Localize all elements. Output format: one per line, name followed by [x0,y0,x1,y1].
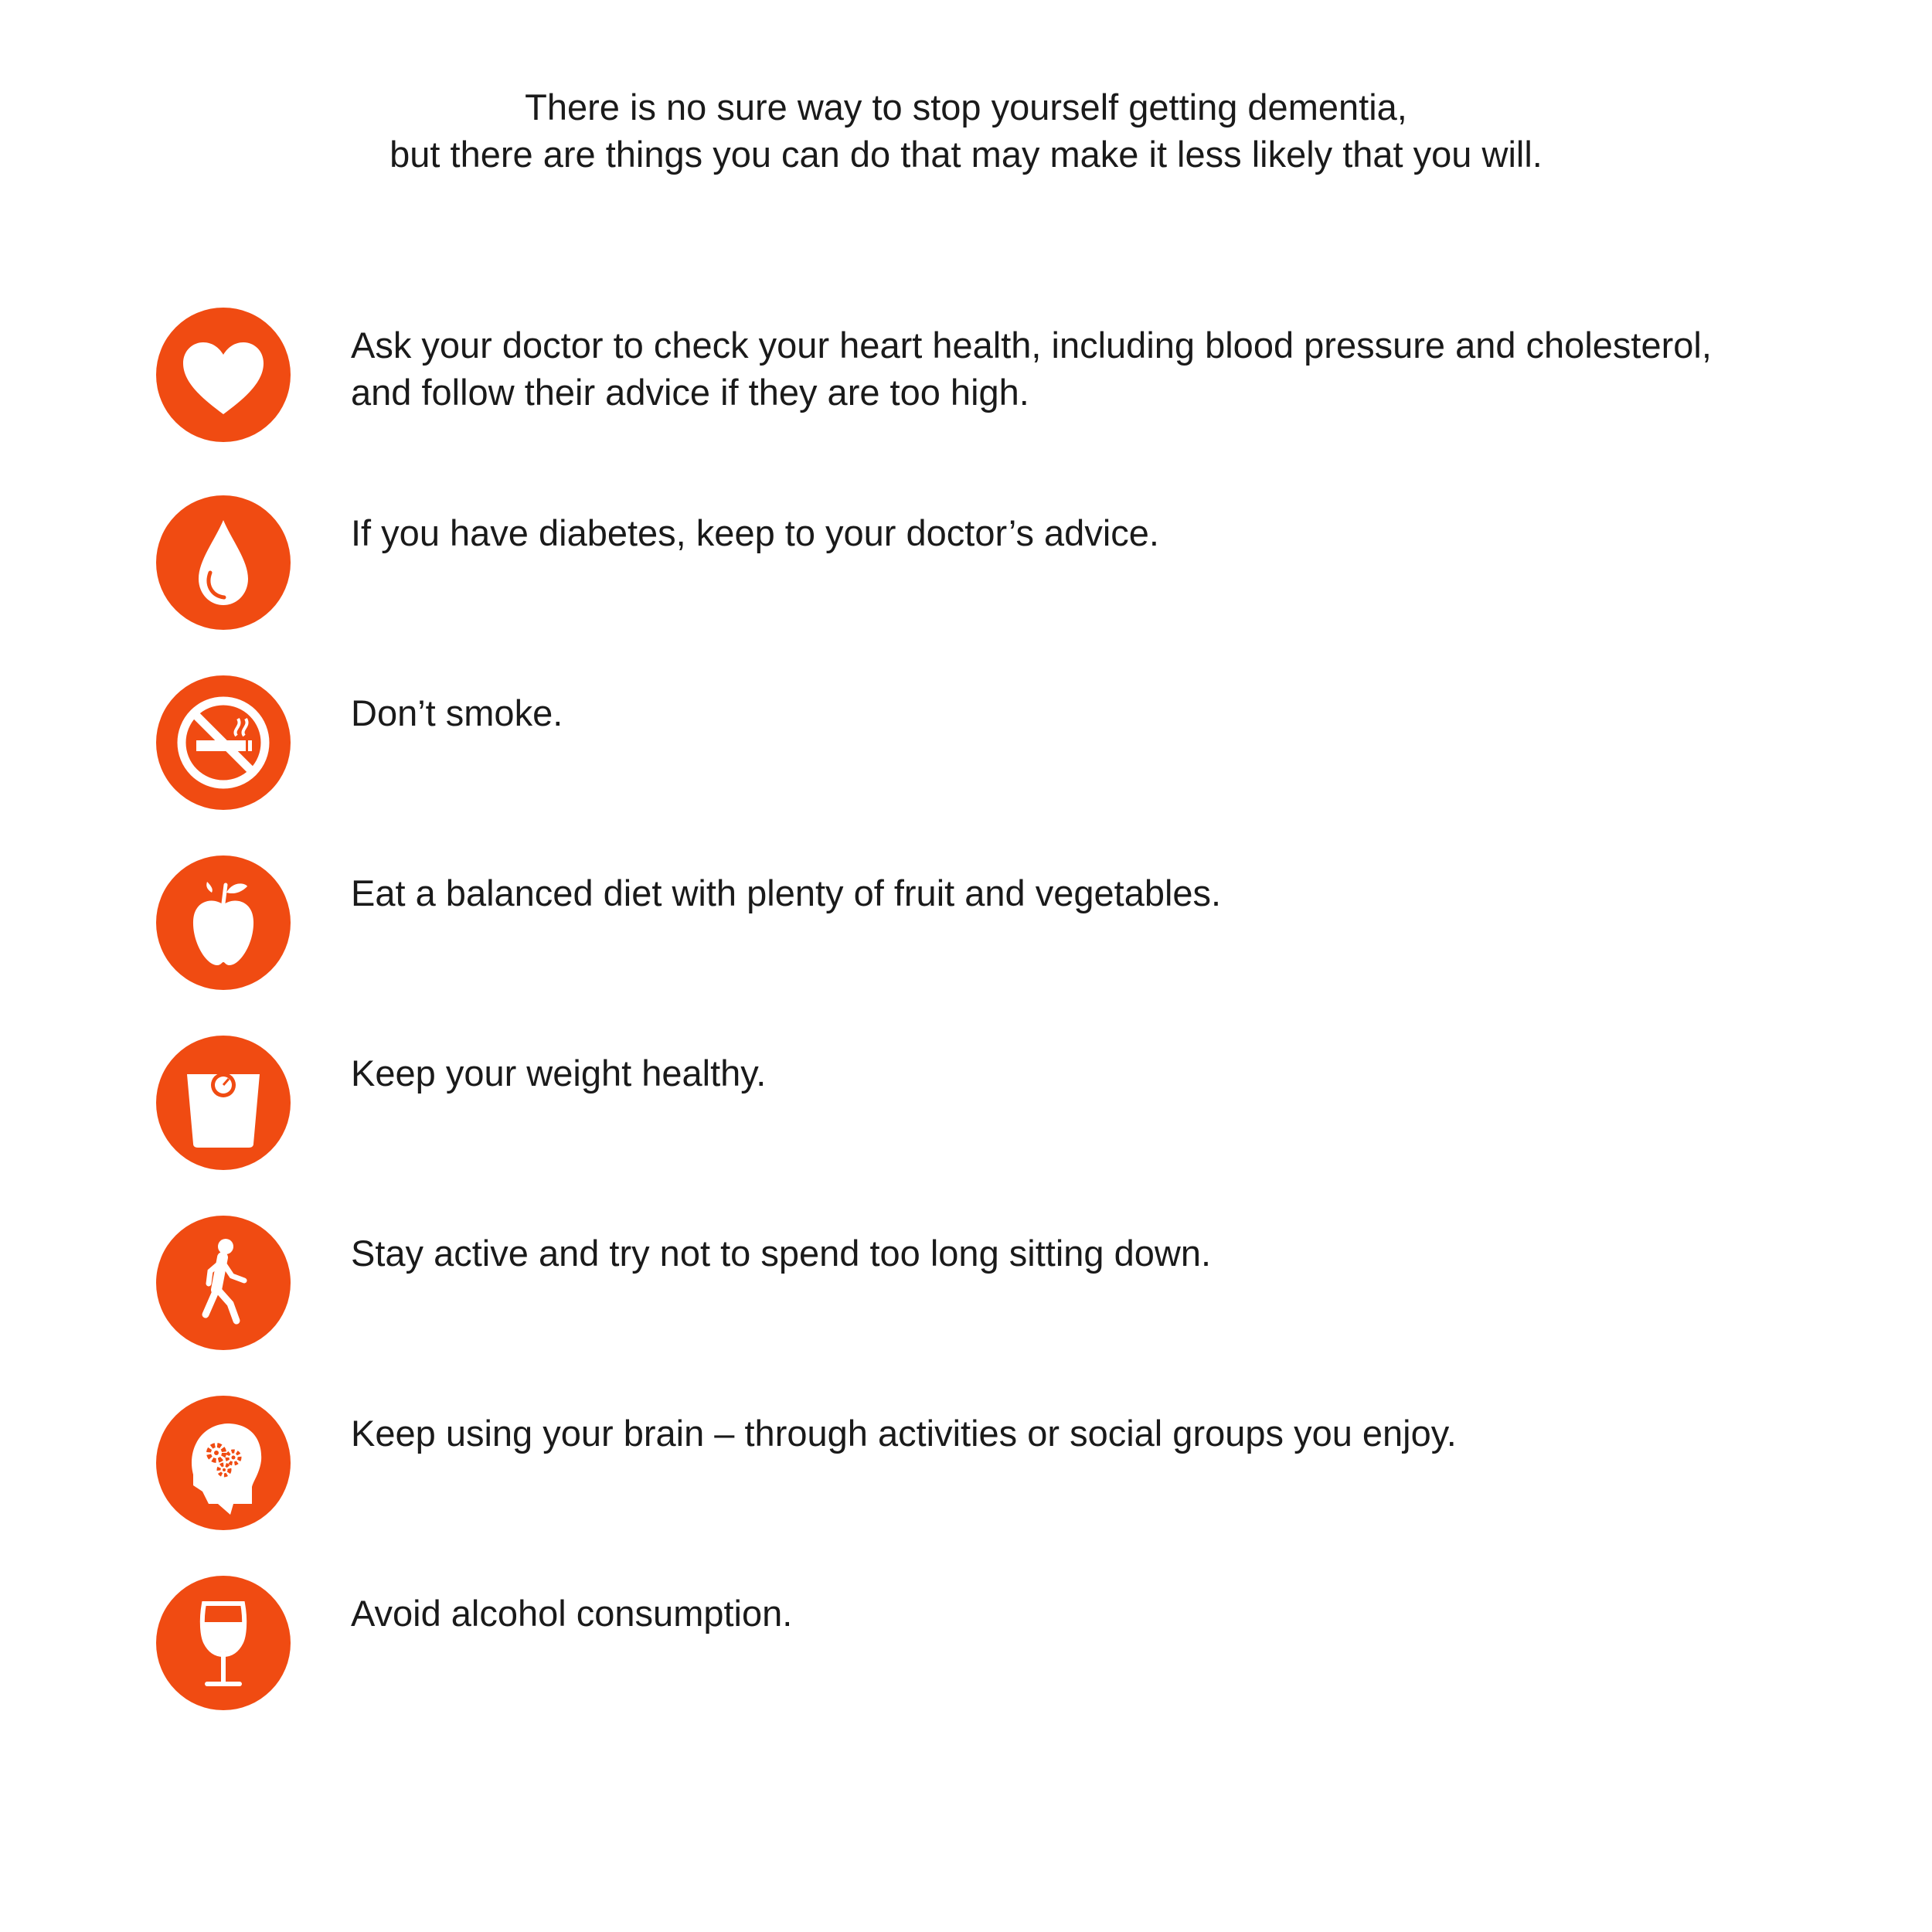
intro-line-2: but there are things you can do that may make it less likely that you will. [389,134,1543,175]
tip-text [351,509,1819,556]
tip-line-1: If you have diabetes, keep to your doctor’s advice. [351,512,1159,553]
tip-line-1: Avoid alcohol consumption. [351,1593,793,1634]
tip-line-1: Ask your doctor to check your heart health, including blood pressure and cholesterol, [351,325,1712,366]
intro-line-1: There is no sure way to stop yourself getting dementia, [525,87,1407,128]
tip-weight [0,1036,1932,1171]
tip-diet [0,855,1932,991]
tip-text [351,1049,1819,1097]
tip-text [351,689,1819,736]
tip-brain [0,1396,1932,1531]
tip-text [351,1590,1819,1637]
tip-text [351,1230,1819,1277]
tip-text [351,869,1819,917]
apple-icon [156,855,291,990]
tip-text [351,1410,1819,1457]
tip-line-1: Eat a balanced diet with plenty of fruit and vegetables. [351,872,1222,913]
heart-icon [156,308,291,442]
tip-no-smoking [0,675,1932,811]
brain-gears-icon [156,1396,291,1530]
tip-line-1: Stay active and try not to spend too long sitting down. [351,1233,1212,1274]
tip-line-1: Don’t smoke. [351,692,563,733]
tip-diabetes [0,495,1932,631]
weighing-scale-icon [156,1036,291,1170]
intro-text [0,83,1932,178]
tip-heart-health [0,308,1932,443]
walking-person-icon [156,1216,291,1350]
tip-line-2: and follow their advice if they are too high. [351,372,1029,413]
blood-drop-icon [156,495,291,630]
tip-line-1: Keep using your brain – through activities or social groups you enjoy. [351,1413,1457,1454]
tip-stay-active [0,1216,1932,1351]
wine-glass-icon [156,1576,291,1710]
tip-line-1: Keep your weight healthy. [351,1053,767,1094]
tip-alcohol [0,1576,1932,1711]
tip-text [351,321,1819,416]
no-smoking-icon [156,675,291,810]
